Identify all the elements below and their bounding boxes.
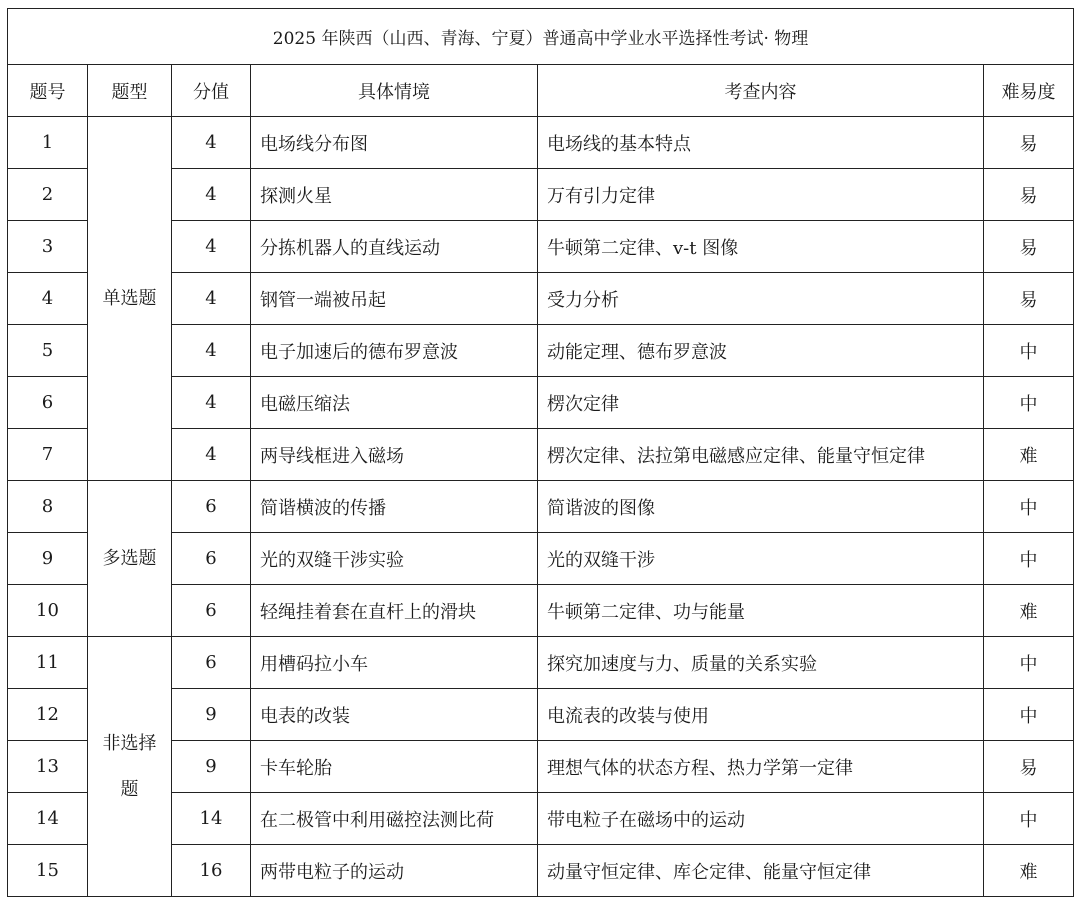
score-cell: 9	[172, 741, 251, 793]
content-cell: 电场线的基本特点	[538, 117, 984, 169]
difficulty-cell: 易	[984, 221, 1074, 273]
question-no-cell: 7	[8, 429, 88, 481]
content-cell: 牛顿第二定律、v-t 图像	[538, 221, 984, 273]
question-no-cell: 5	[8, 325, 88, 377]
score-cell: 6	[172, 481, 251, 533]
context-cell: 两带电粒子的运动	[251, 845, 538, 897]
context-cell: 电磁压缩法	[251, 377, 538, 429]
question-no-cell: 2	[8, 169, 88, 221]
score-cell: 6	[172, 637, 251, 689]
table-row	[8, 481, 1074, 533]
content-cell: 牛顿第二定律、功与能量	[538, 585, 984, 637]
context-cell: 电场线分布图	[251, 117, 538, 169]
content-cell: 受力分析	[538, 273, 984, 325]
context-cell: 卡车轮胎	[251, 741, 538, 793]
content-cell: 简谐波的图像	[538, 481, 984, 533]
content-cell: 楞次定律	[538, 377, 984, 429]
context-cell: 电表的改装	[251, 689, 538, 741]
score-cell: 4	[172, 169, 251, 221]
difficulty-cell: 中	[984, 325, 1074, 377]
question-no-cell: 1	[8, 117, 88, 169]
question-no-cell: 15	[8, 845, 88, 897]
difficulty-cell: 易	[984, 169, 1074, 221]
content-cell: 探究加速度与力、质量的关系实验	[538, 637, 984, 689]
question-type-line: 非选择	[102, 732, 157, 754]
table-row	[8, 637, 1074, 689]
context-cell: 分拣机器人的直线运动	[251, 221, 538, 273]
content-cell: 电流表的改装与使用	[538, 689, 984, 741]
question-no-cell: 9	[8, 533, 88, 585]
content-cell: 动能定理、德布罗意波	[538, 325, 984, 377]
context-cell: 在二极管中利用磁控法测比荷	[251, 793, 538, 845]
score-cell: 6	[172, 533, 251, 585]
table-row	[8, 117, 1074, 169]
question-no-cell: 3	[8, 221, 88, 273]
content-cell: 带电粒子在磁场中的运动	[538, 793, 984, 845]
score-cell: 6	[172, 585, 251, 637]
question-no-cell: 14	[8, 793, 88, 845]
difficulty-cell: 中	[984, 533, 1074, 585]
context-cell: 光的双缝干涉实验	[251, 533, 538, 585]
difficulty-cell: 难	[984, 585, 1074, 637]
context-cell: 用槽码拉小车	[251, 637, 538, 689]
question-type-cell	[88, 637, 172, 897]
header-content: 考查内容	[538, 65, 984, 117]
table-title: 2025 年陕西（山西、青海、宁夏）普通高中学业水平选择性考试· 物理	[8, 9, 1074, 65]
header-question-type: 题型	[88, 65, 172, 117]
context-cell: 钢管一端被吊起	[251, 273, 538, 325]
score-cell: 4	[172, 221, 251, 273]
table-header-row	[8, 65, 1074, 117]
question-type-cell: 多选题	[88, 481, 172, 637]
content-cell: 理想气体的状态方程、热力学第一定律	[538, 741, 984, 793]
question-no-cell: 6	[8, 377, 88, 429]
context-cell: 电子加速后的德布罗意波	[251, 325, 538, 377]
score-cell: 4	[172, 429, 251, 481]
context-cell: 轻绳挂着套在直杆上的滑块	[251, 585, 538, 637]
table-body	[8, 117, 1074, 897]
header-context: 具体情境	[251, 65, 538, 117]
score-cell: 4	[172, 325, 251, 377]
difficulty-cell: 中	[984, 793, 1074, 845]
table-title-row	[8, 9, 1074, 65]
score-cell: 16	[172, 845, 251, 897]
difficulty-cell: 难	[984, 429, 1074, 481]
context-cell: 探测火星	[251, 169, 538, 221]
exam-analysis-table	[7, 8, 1074, 897]
question-type-line: 题	[120, 778, 139, 800]
question-no-cell: 11	[8, 637, 88, 689]
difficulty-cell: 中	[984, 689, 1074, 741]
difficulty-cell: 易	[984, 741, 1074, 793]
header-score: 分值	[172, 65, 251, 117]
score-cell: 9	[172, 689, 251, 741]
score-cell: 4	[172, 117, 251, 169]
question-no-cell: 4	[8, 273, 88, 325]
content-cell: 楞次定律、法拉第电磁感应定律、能量守恒定律	[538, 429, 984, 481]
header-question-no: 题号	[8, 65, 88, 117]
difficulty-cell: 中	[984, 377, 1074, 429]
content-cell: 动量守恒定律、库仑定律、能量守恒定律	[538, 845, 984, 897]
context-cell: 两导线框进入磁场	[251, 429, 538, 481]
difficulty-cell: 易	[984, 117, 1074, 169]
content-cell: 万有引力定律	[538, 169, 984, 221]
question-no-cell: 10	[8, 585, 88, 637]
context-cell: 简谐横波的传播	[251, 481, 538, 533]
question-type-cell: 单选题	[88, 117, 172, 481]
content-cell: 光的双缝干涉	[538, 533, 984, 585]
score-cell: 4	[172, 377, 251, 429]
score-cell: 4	[172, 273, 251, 325]
question-no-cell: 13	[8, 741, 88, 793]
difficulty-cell: 易	[984, 273, 1074, 325]
header-difficulty: 难易度	[984, 65, 1074, 117]
difficulty-cell: 难	[984, 845, 1074, 897]
question-no-cell: 12	[8, 689, 88, 741]
difficulty-cell: 中	[984, 481, 1074, 533]
difficulty-cell: 中	[984, 637, 1074, 689]
score-cell: 14	[172, 793, 251, 845]
question-no-cell: 8	[8, 481, 88, 533]
